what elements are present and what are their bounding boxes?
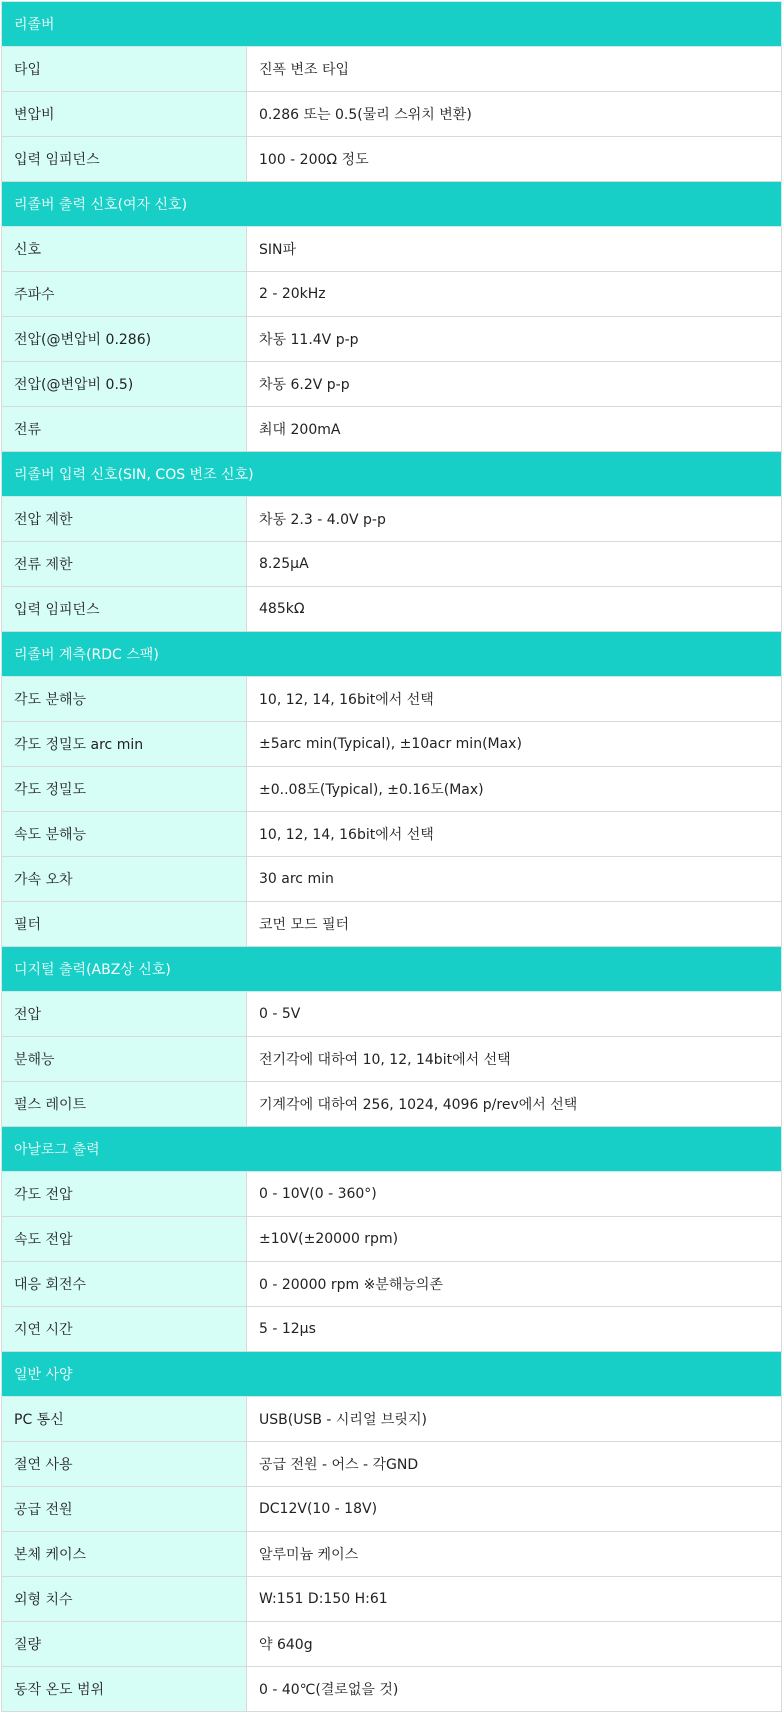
spec-label: 입력 임피던스 (2, 587, 247, 632)
spec-value: 차동 2.3 - 4.0V p-p (247, 497, 782, 542)
spec-value: 8.25μA (247, 542, 782, 587)
spec-value: SIN파 (247, 227, 782, 272)
spec-label: 신호 (2, 227, 247, 272)
spec-row (2, 542, 782, 587)
section-title: 리졸버 입력 신호(SIN, COS 변조 신호) (2, 452, 782, 497)
spec-row (2, 1217, 782, 1262)
spec-table-body (2, 2, 782, 1712)
section-title: 리졸버 계측(RDC 스팩) (2, 632, 782, 677)
spec-label: 공급 전원 (2, 1487, 247, 1532)
spec-label: 전압 (2, 992, 247, 1037)
spec-row (2, 1532, 782, 1577)
section-header-row (2, 182, 782, 227)
spec-value: W:151 D:150 H:61 (247, 1577, 782, 1622)
spec-value: 30 arc min (247, 857, 782, 902)
spec-label: 필터 (2, 902, 247, 947)
spec-label: 외형 치수 (2, 1577, 247, 1622)
spec-value: 0 - 40℃(결로없을 것) (247, 1667, 782, 1712)
spec-label: 분해능 (2, 1037, 247, 1082)
spec-row (2, 1037, 782, 1082)
section-header-row (2, 947, 782, 992)
spec-label: 전류 (2, 407, 247, 452)
spec-row (2, 1082, 782, 1127)
spec-label: 속도 전압 (2, 1217, 247, 1262)
spec-value: 최대 200mA (247, 407, 782, 452)
section-header-row (2, 452, 782, 497)
spec-row (2, 1172, 782, 1217)
spec-row (2, 272, 782, 317)
spec-label: 가속 오차 (2, 857, 247, 902)
spec-row (2, 1442, 782, 1487)
spec-row (2, 767, 782, 812)
spec-label: 펄스 레이트 (2, 1082, 247, 1127)
spec-value: 차동 6.2V p-p (247, 362, 782, 407)
spec-row (2, 1307, 782, 1352)
spec-label: 타입 (2, 47, 247, 92)
spec-label: 변압비 (2, 92, 247, 137)
spec-row (2, 992, 782, 1037)
section-title: 리졸버 (2, 2, 782, 47)
section-title: 아날로그 출력 (2, 1127, 782, 1172)
spec-value: 0 - 5V (247, 992, 782, 1037)
spec-label: 각도 분해능 (2, 677, 247, 722)
spec-value: USB(USB - 시리얼 브릿지) (247, 1397, 782, 1442)
spec-value: 코먼 모드 필터 (247, 902, 782, 947)
spec-value: 100 - 200Ω 정도 (247, 137, 782, 182)
spec-value: 알루미늄 케이스 (247, 1532, 782, 1577)
spec-row (2, 1667, 782, 1712)
section-title: 일반 사양 (2, 1352, 782, 1397)
spec-row (2, 47, 782, 92)
section-header-row (2, 632, 782, 677)
spec-value: ±10V(±20000 rpm) (247, 1217, 782, 1262)
spec-value: 0 - 10V(0 - 360°) (247, 1172, 782, 1217)
section-header-row (2, 1352, 782, 1397)
spec-label: 절연 사용 (2, 1442, 247, 1487)
spec-row (2, 1577, 782, 1622)
spec-row (2, 227, 782, 272)
spec-label: 전압(@변압비 0.5) (2, 362, 247, 407)
spec-value: 485kΩ (247, 587, 782, 632)
spec-value: 0.286 또는 0.5(물리 스위치 변환) (247, 92, 782, 137)
spec-value: 10, 12, 14, 16bit에서 선택 (247, 677, 782, 722)
spec-row (2, 1487, 782, 1532)
spec-label: 속도 분해능 (2, 812, 247, 857)
spec-row (2, 1397, 782, 1442)
spec-value: 0 - 20000 rpm ※분해능의존 (247, 1262, 782, 1307)
spec-row (2, 362, 782, 407)
spec-row (2, 407, 782, 452)
spec-row (2, 137, 782, 182)
spec-label: 전압 제한 (2, 497, 247, 542)
spec-label: 입력 임피던스 (2, 137, 247, 182)
spec-value: 5 - 12μs (247, 1307, 782, 1352)
spec-label: 각도 정밀도 arc min (2, 722, 247, 767)
spec-value: DC12V(10 - 18V) (247, 1487, 782, 1532)
spec-label: 전류 제한 (2, 542, 247, 587)
spec-value: 공급 전원 - 어스 - 각GND (247, 1442, 782, 1487)
spec-value: 2 - 20kHz (247, 272, 782, 317)
spec-row (2, 857, 782, 902)
spec-label: 전압(@변압비 0.286) (2, 317, 247, 362)
spec-row (2, 677, 782, 722)
spec-label: 각도 전압 (2, 1172, 247, 1217)
spec-value: 전기각에 대하여 10, 12, 14bit에서 선택 (247, 1037, 782, 1082)
section-header-row (2, 1127, 782, 1172)
spec-table (1, 1, 782, 1712)
spec-label: 동작 온도 범위 (2, 1667, 247, 1712)
spec-value: 10, 12, 14, 16bit에서 선택 (247, 812, 782, 857)
spec-label: 대응 회전수 (2, 1262, 247, 1307)
spec-value: 약 640g (247, 1622, 782, 1667)
section-title: 디지털 출력(ABZ상 신호) (2, 947, 782, 992)
spec-row (2, 902, 782, 947)
spec-label: 본체 케이스 (2, 1532, 247, 1577)
spec-row (2, 497, 782, 542)
spec-value: ±0..08도(Typical), ±0.16도(Max) (247, 767, 782, 812)
spec-label: 주파수 (2, 272, 247, 317)
spec-row (2, 722, 782, 767)
section-header-row (2, 2, 782, 47)
spec-value: 기계각에 대하여 256, 1024, 4096 p/rev에서 선택 (247, 1082, 782, 1127)
spec-label: PC 통신 (2, 1397, 247, 1442)
section-title: 리졸버 출력 신호(여자 신호) (2, 182, 782, 227)
spec-row (2, 1262, 782, 1307)
spec-row (2, 1622, 782, 1667)
spec-row (2, 812, 782, 857)
spec-label: 각도 정밀도 (2, 767, 247, 812)
spec-label: 질량 (2, 1622, 247, 1667)
spec-row (2, 92, 782, 137)
spec-row (2, 317, 782, 362)
spec-value: ±5arc min(Typical), ±10acr min(Max) (247, 722, 782, 767)
spec-value: 차동 11.4V p-p (247, 317, 782, 362)
spec-row (2, 587, 782, 632)
spec-label: 지연 시간 (2, 1307, 247, 1352)
spec-value: 진폭 변조 타입 (247, 47, 782, 92)
